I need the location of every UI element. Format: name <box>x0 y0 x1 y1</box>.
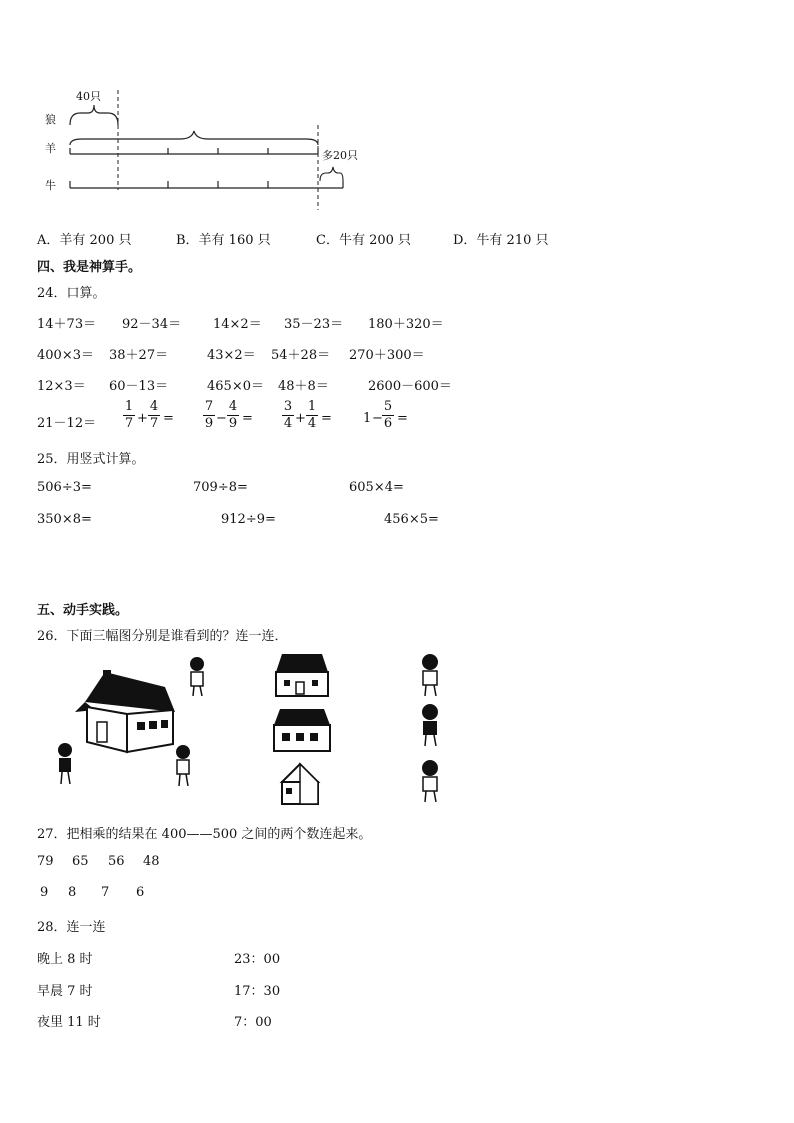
fraction-2-b: 4 9 <box>228 399 238 431</box>
fraction-1-a: 1 7 <box>124 399 134 431</box>
fraction-1-b: 4 7 <box>149 399 159 431</box>
equals: = <box>163 411 174 426</box>
operator: + <box>137 411 148 426</box>
row-label-cow: 牛 <box>45 179 56 192</box>
child-1-illustration <box>412 652 452 702</box>
q25-r1-c1: 506÷3= <box>37 480 92 495</box>
q28-left-3: 夜里 11 时 <box>37 1015 101 1030</box>
q24-r3-c3: 465×0＝ <box>207 379 264 394</box>
fraction-4-b: 5 6 <box>383 399 393 431</box>
section-5-title: 五、动手实践。 <box>37 603 129 618</box>
q24-r2-c4: 54＋28＝ <box>271 348 331 363</box>
q24-r3-c5: 2600－600＝ <box>368 379 452 394</box>
equals: = <box>321 411 332 426</box>
house-side-view <box>270 707 340 757</box>
child-2-illustration <box>412 702 452 752</box>
q28-left-1: 晚上 8 时 <box>37 952 93 967</box>
q28-title: 28．连一连 <box>37 920 106 935</box>
section-4-title: 四、我是神算手。 <box>37 260 142 275</box>
q24-r1-c3: 14×2＝ <box>213 317 262 332</box>
q27-r1-c3: 56 <box>108 854 125 869</box>
q27-r1-c1: 79 <box>37 854 54 869</box>
q27-title: 27．把相乘的结果在 400——500 之间的两个数连起来。 <box>37 827 372 842</box>
q28-right-3: 7：00 <box>234 1015 272 1030</box>
q27-r2-c4: 6 <box>136 885 145 900</box>
q24-r1-c2: 92－34＝ <box>122 317 182 332</box>
option-b: B．羊有 160 只 <box>176 233 271 248</box>
q24-r2-c3: 43×2＝ <box>207 348 256 363</box>
q27-r2-c3: 7 <box>101 885 110 900</box>
fraction-3-b: 1 4 <box>307 399 317 431</box>
operator: + <box>295 411 306 426</box>
child-3-illustration <box>412 758 452 808</box>
q24-r3-c4: 48＋8＝ <box>278 379 329 394</box>
option-c: C．牛有 200 只 <box>316 233 412 248</box>
q27-r1-c4: 48 <box>143 854 160 869</box>
q24-r2-c5: 270＋300＝ <box>349 348 425 363</box>
q26-title: 26．下面三幅图分别是谁看到的？连一连． <box>37 629 288 644</box>
q24-r3-c1: 12×3＝ <box>37 379 86 394</box>
q24-r1-c1: 14＋73＝ <box>37 317 97 332</box>
q24-r3-c2: 60－13＝ <box>109 379 169 394</box>
operator: − <box>216 411 227 426</box>
q28-right-1: 23：00 <box>234 952 281 967</box>
q25-r1-c2: 709÷8= <box>193 480 248 495</box>
q24-r4-c1: 21－12＝ <box>37 416 97 431</box>
q25-r2-c3: 456×5= <box>384 512 439 527</box>
q27-r2-c1: 9 <box>40 885 49 900</box>
q25-r2-c2: 912÷9= <box>221 512 276 527</box>
fraction-2-a: 7 9 <box>204 399 214 431</box>
operator: − <box>372 411 383 426</box>
option-d: D．牛有 210 只 <box>453 233 549 248</box>
option-a: A．羊有 200 只 <box>37 233 132 248</box>
child-left <box>58 743 72 784</box>
house-3d-illustration <box>45 652 225 802</box>
label-more-20: 多20只 <box>322 149 358 162</box>
whole-number: 1 <box>363 411 372 426</box>
label-40: 40只 <box>76 90 101 103</box>
q24-r1-c4: 35－23＝ <box>284 317 344 332</box>
house-front-view <box>270 650 340 700</box>
fraction-3-a: 3 4 <box>283 399 293 431</box>
q28-right-2: 17：30 <box>234 984 281 999</box>
row-label-sheep: 羊 <box>45 142 56 155</box>
equals: = <box>397 411 408 426</box>
equals: = <box>242 411 253 426</box>
q24-title: 24．口算。 <box>37 286 106 301</box>
q24-r2-c2: 38＋27＝ <box>109 348 169 363</box>
q25-r1-c3: 605×4= <box>349 480 404 495</box>
child-top <box>190 657 204 696</box>
q28-left-2: 早晨 7 时 <box>37 984 93 999</box>
q24-r1-c5: 180＋320＝ <box>368 317 444 332</box>
q25-title: 25．用竖式计算。 <box>37 452 145 467</box>
row-label-wolf: 狼 <box>45 113 56 126</box>
q24-r2-c1: 400×3＝ <box>37 348 94 363</box>
q27-r2-c2: 8 <box>68 885 77 900</box>
house-end-view <box>278 760 348 810</box>
child-right <box>176 745 190 786</box>
q27-r1-c2: 65 <box>72 854 89 869</box>
q25-r2-c1: 350×8= <box>37 512 92 527</box>
